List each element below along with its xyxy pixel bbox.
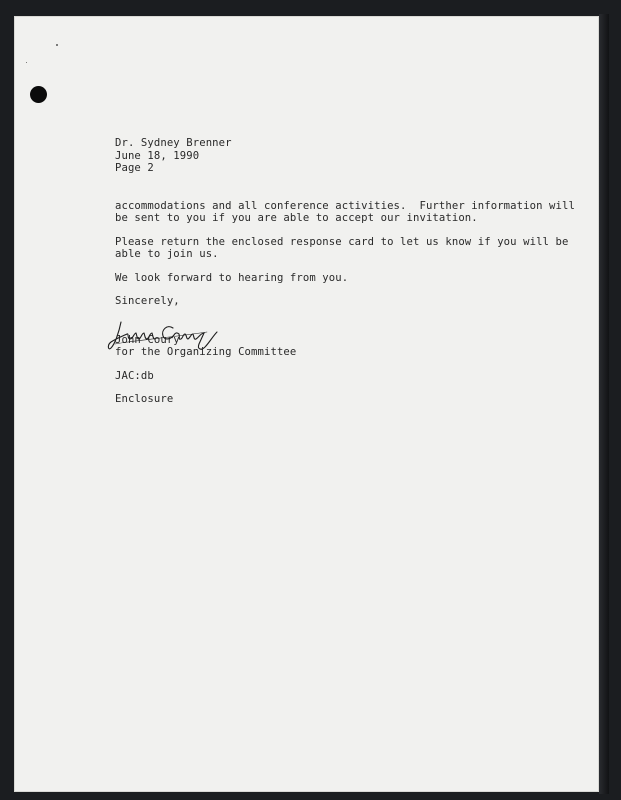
spacer	[115, 225, 535, 236]
signature-block	[115, 334, 535, 359]
paper-speck	[56, 44, 58, 46]
letter-date: June 18, 1990	[115, 149, 200, 162]
letter-body	[115, 137, 575, 406]
paragraph-3: We look forward to hearing from you.	[115, 271, 349, 284]
paragraph-2-line-1: Please return the enclosed response card to let us know if you will be	[115, 235, 569, 248]
paper-speck	[26, 62, 27, 63]
paragraph-1-line-2: be sent to you if you are able to accept our invitation.	[115, 212, 478, 224]
spacer	[115, 189, 535, 200]
paragraph-2-line-2: able to join us.	[115, 248, 219, 260]
spacer	[115, 359, 535, 370]
spacer	[115, 382, 535, 393]
paragraph-1-line-1: accommodations and all conference activities. Further information will	[115, 199, 575, 212]
recipient-name: Dr. Sydney Brenner	[115, 137, 232, 149]
typist-initials: JAC:db	[115, 369, 154, 382]
spacer	[115, 175, 535, 189]
closing: Sincerely,	[115, 295, 180, 307]
signer-title: for the Organizing Committee	[115, 346, 297, 358]
signer-name: John Coury	[115, 333, 180, 346]
handwritten-signature	[107, 314, 227, 356]
spacer	[115, 284, 535, 295]
spacer	[115, 261, 535, 272]
punch-hole	[30, 86, 47, 103]
enclosure-note: Enclosure	[115, 393, 174, 405]
scan-background-edge	[599, 14, 609, 794]
page-number: Page 2	[115, 162, 154, 174]
